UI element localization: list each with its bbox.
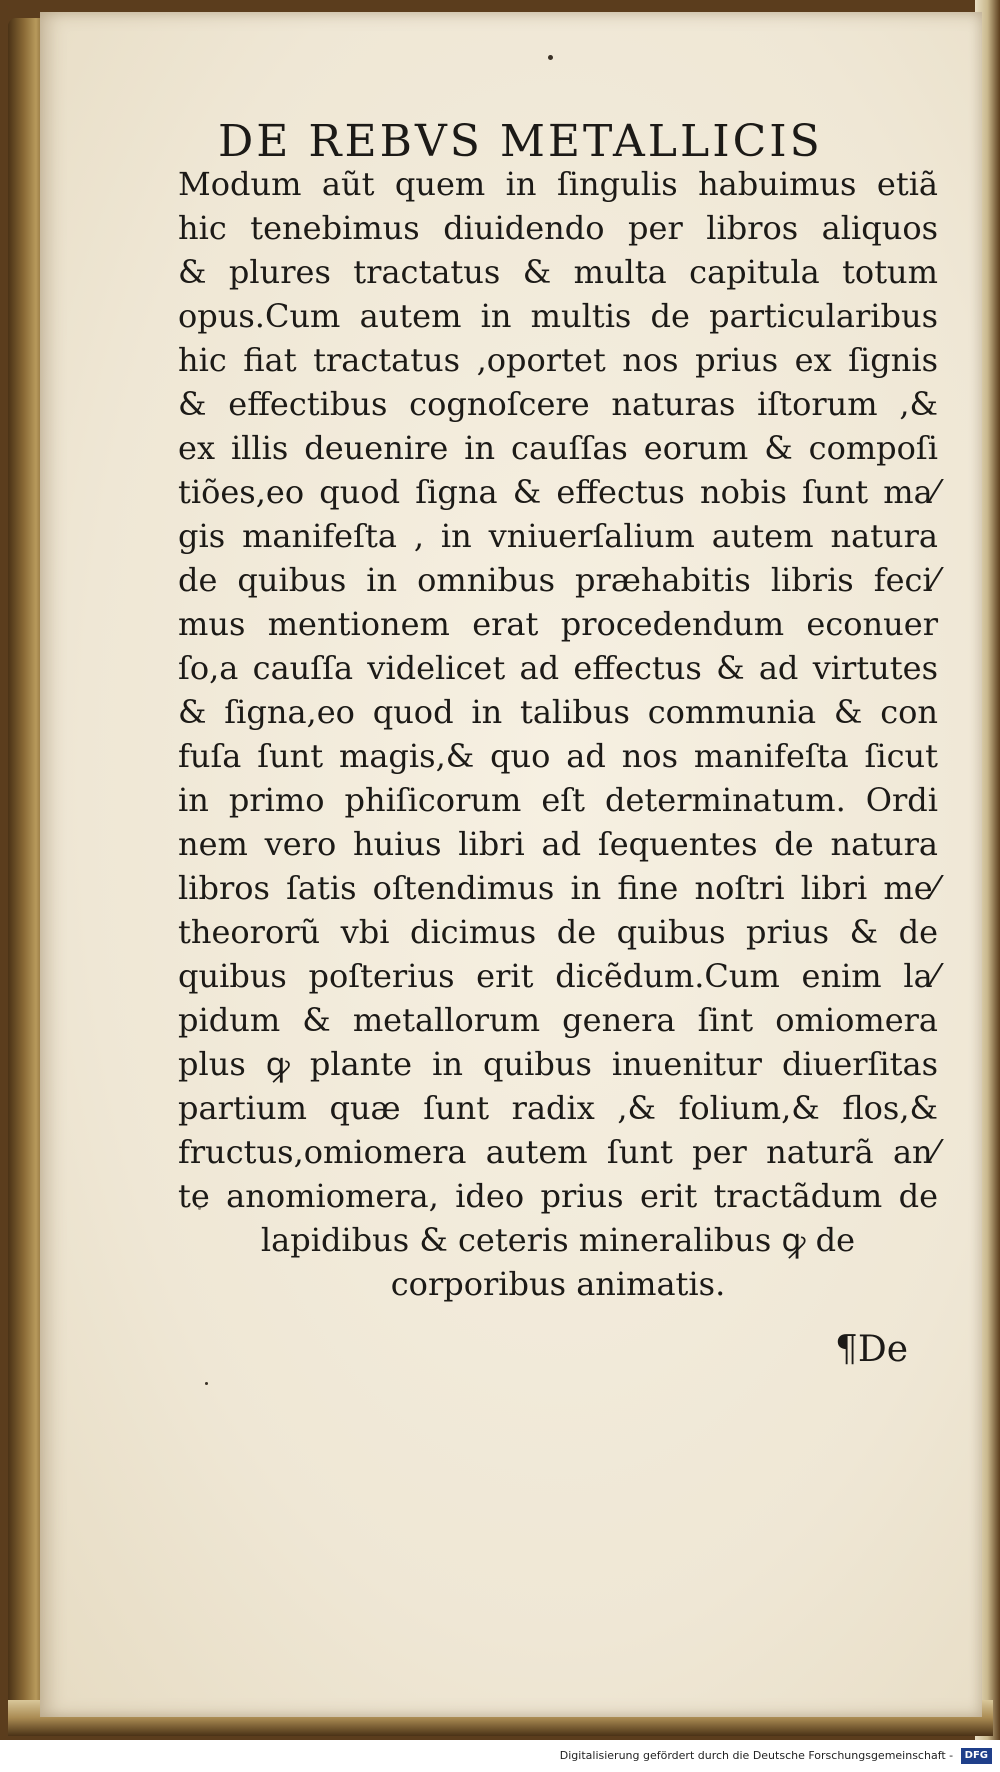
text-line: Modum aũt quem in ſingulis habuimus etiã — [178, 165, 938, 203]
text-line: plus ꝙ plante in quibus inuenitur diuerſitas — [178, 1045, 938, 1083]
catchword: ¶De — [835, 1329, 909, 1370]
text-line: quibus poſterius erit dicẽdum.Cum enim la⁄ — [178, 957, 938, 995]
text-line: ſo,a cauſſa videlicet ad effectus & ad virtutes — [178, 649, 938, 687]
text-line: libros ſatis oſtendimus in fine noſtri libri me⁄ — [178, 869, 938, 907]
text-line: partium quæ ſunt radix ,& folium,& flos,& — [178, 1089, 938, 1127]
dfg-logo: DFG — [961, 1748, 992, 1764]
ink-speck — [548, 55, 553, 60]
text-line: nem vero huius libri ad ſequentes de natura — [178, 825, 938, 863]
text-line: tiões,eo quod ſigna & effectus nobis ſunt ma⁄ — [178, 473, 938, 511]
digitization-credit — [0, 1744, 992, 1768]
text-line: hic fiat tractatus ,oportet nos prius ex ſignis — [178, 341, 938, 379]
text-line: lapidibus & ceteris mineralibus ꝙ de — [260, 1221, 856, 1259]
text-line: fuſa ſunt magis,& quo ad nos manifeſta ſicut — [178, 737, 938, 775]
text-line: & plures tractatus & multa capitula totum — [178, 253, 938, 291]
text-line: theororũ vbi dicimus de quibus prius & de — [178, 913, 938, 951]
text-line: pidum & metallorum genera ſint omiomera — [178, 1001, 938, 1039]
page-body-text — [178, 162, 938, 1306]
text-line: & effectibus cognoſcere naturas iſtorum ,& — [178, 385, 938, 423]
ink-speck — [205, 1382, 208, 1385]
running-head: DE REBVS METALLICIS — [218, 116, 823, 167]
text-line: gis manifeſta , in vniuerſalium autem natura — [178, 517, 938, 555]
text-line: in primo phiſicorum eſt determinatum. Ordi — [178, 781, 938, 819]
text-line: mus mentionem erat procedendum econuer — [178, 605, 938, 643]
text-line: corporibus animatis. — [390, 1265, 726, 1303]
text-line: hic tenebimus diuidendo per libros aliquos — [178, 209, 938, 247]
text-line: ex illis deuenire in cauſſas eorum & compoſi — [178, 429, 938, 467]
text-line: & ſigna,eo quod in talibus communia & con — [178, 693, 938, 731]
text-line: opus.Cum autem in multis de particularibus — [178, 297, 938, 335]
credit-text: Digitalisierung gefördert durch die Deutsche Forschungsgemeinschaft - — [559, 1749, 954, 1762]
text-line: te anomiomera, ideo prius erit tractãdum de — [178, 1177, 938, 1215]
text-line: de quibus in omnibus præhabitis libris feci⁄ — [178, 561, 938, 599]
text-line: fructus,omiomera autem ſunt per naturã an⁄ — [178, 1133, 938, 1171]
